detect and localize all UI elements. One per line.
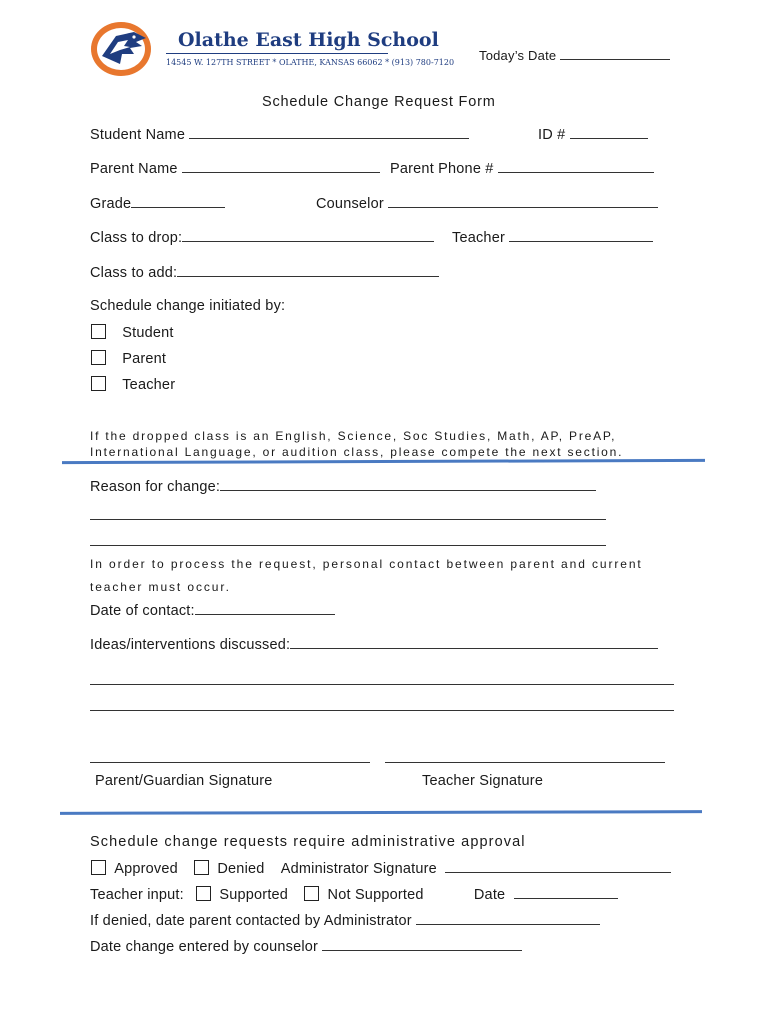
parent-signature-line[interactable] [90, 762, 370, 763]
section-divider-2 [60, 810, 702, 815]
teacher-signature-label: Teacher Signature [422, 773, 544, 789]
supported-checkbox[interactable] [196, 886, 211, 901]
class-add-label: Class to add: [90, 265, 178, 281]
reason-label: Reason for change: [90, 479, 221, 495]
counselor-label: Counselor [316, 196, 384, 212]
initiator-teacher-option[interactable] [91, 376, 175, 393]
parent-name-field[interactable] [90, 160, 380, 177]
header-divider [166, 53, 388, 54]
not-supported-checkbox[interactable] [304, 886, 319, 901]
student-name-field[interactable] [90, 126, 469, 143]
parent-signature-label: Parent/Guardian Signature [95, 773, 273, 789]
id-label: ID # [538, 127, 566, 143]
todays-date-label: Today’s Date [479, 48, 557, 63]
contact-note-line1: In order to process the request, personal contact between parent and current [90, 557, 643, 571]
eagle-logo-icon [90, 20, 152, 78]
supported-label: Supported [219, 887, 289, 903]
parent-name-label: Parent Name [90, 161, 178, 177]
contact-note-line2: teacher must occur. [90, 580, 231, 594]
form-title: Schedule Change Request Form [262, 94, 496, 110]
ideas-label: Ideas/interventions discussed: [90, 637, 291, 653]
admin-signature-label: Administrator Signature [280, 861, 437, 877]
approved-checkbox[interactable] [91, 860, 106, 875]
teacher-label: Teacher [452, 230, 505, 246]
approval-note: Schedule change requests require administrative approval [90, 834, 526, 850]
date-contact-field[interactable] [90, 602, 335, 619]
denied-contact-label: If denied, date parent contacted by Administrator [90, 913, 412, 929]
teacher-input-label: Teacher input: [90, 887, 184, 903]
denied-contact-field[interactable] [90, 912, 600, 929]
student-name-label: Student Name [90, 127, 186, 143]
todays-date-field[interactable] [479, 47, 670, 63]
approved-label: Approved [114, 861, 178, 877]
id-field[interactable] [538, 126, 648, 143]
initiator-teacher-label: Teacher [122, 377, 176, 393]
denied-label: Denied [217, 861, 265, 877]
reason-line-3[interactable] [90, 545, 606, 546]
initiated-by-label: Schedule change initiated by: [90, 298, 286, 314]
teacher-input-row [90, 886, 618, 903]
class-drop-field[interactable] [90, 229, 434, 246]
initiator-student-label: Student [122, 325, 174, 341]
class-add-field[interactable] [90, 264, 439, 281]
teacher-field[interactable] [452, 229, 653, 246]
class-drop-label: Class to drop: [90, 230, 183, 246]
date-contact-label: Date of contact: [90, 603, 195, 619]
date-entered-field[interactable] [90, 938, 522, 955]
initiator-parent-label: Parent [122, 351, 167, 367]
teacher-checkbox[interactable] [91, 376, 106, 391]
date-line[interactable] [514, 886, 618, 899]
grade-field[interactable] [90, 195, 225, 212]
dropped-class-note-line1: If the dropped class is an English, Science, Soc Studies, Math, AP, PreAP, [90, 429, 617, 443]
grade-label: Grade [90, 196, 132, 212]
reason-field[interactable] [90, 478, 596, 495]
initiator-student-option[interactable] [91, 324, 174, 341]
parent-checkbox[interactable] [91, 350, 106, 365]
ideas-line-3[interactable] [90, 710, 674, 711]
ideas-field[interactable] [90, 636, 658, 653]
initiator-parent-option[interactable] [91, 350, 166, 367]
parent-phone-field[interactable] [390, 160, 654, 177]
not-supported-label: Not Supported [327, 887, 424, 903]
counselor-field[interactable] [316, 195, 658, 212]
parent-phone-label: Parent Phone # [390, 161, 494, 177]
section-divider-1 [62, 459, 705, 464]
date-entered-label: Date change entered by counselor [90, 939, 319, 955]
school-name: Olathe East High School [178, 29, 439, 51]
school-address: 14545 W. 127TH STREET * OLATHE, KANSAS 66062 * (913) 780-7120 [166, 58, 455, 67]
denied-checkbox[interactable] [194, 860, 209, 875]
dropped-class-note-line2: International Language, or audition class, please compete the next section. [90, 445, 624, 459]
admin-signature-line[interactable] [445, 860, 671, 873]
student-checkbox[interactable] [91, 324, 106, 339]
teacher-signature-line[interactable] [385, 762, 665, 763]
ideas-line-2[interactable] [90, 684, 674, 685]
reason-line-2[interactable] [90, 519, 606, 520]
date-label: Date [473, 887, 506, 903]
approval-row [91, 860, 671, 877]
